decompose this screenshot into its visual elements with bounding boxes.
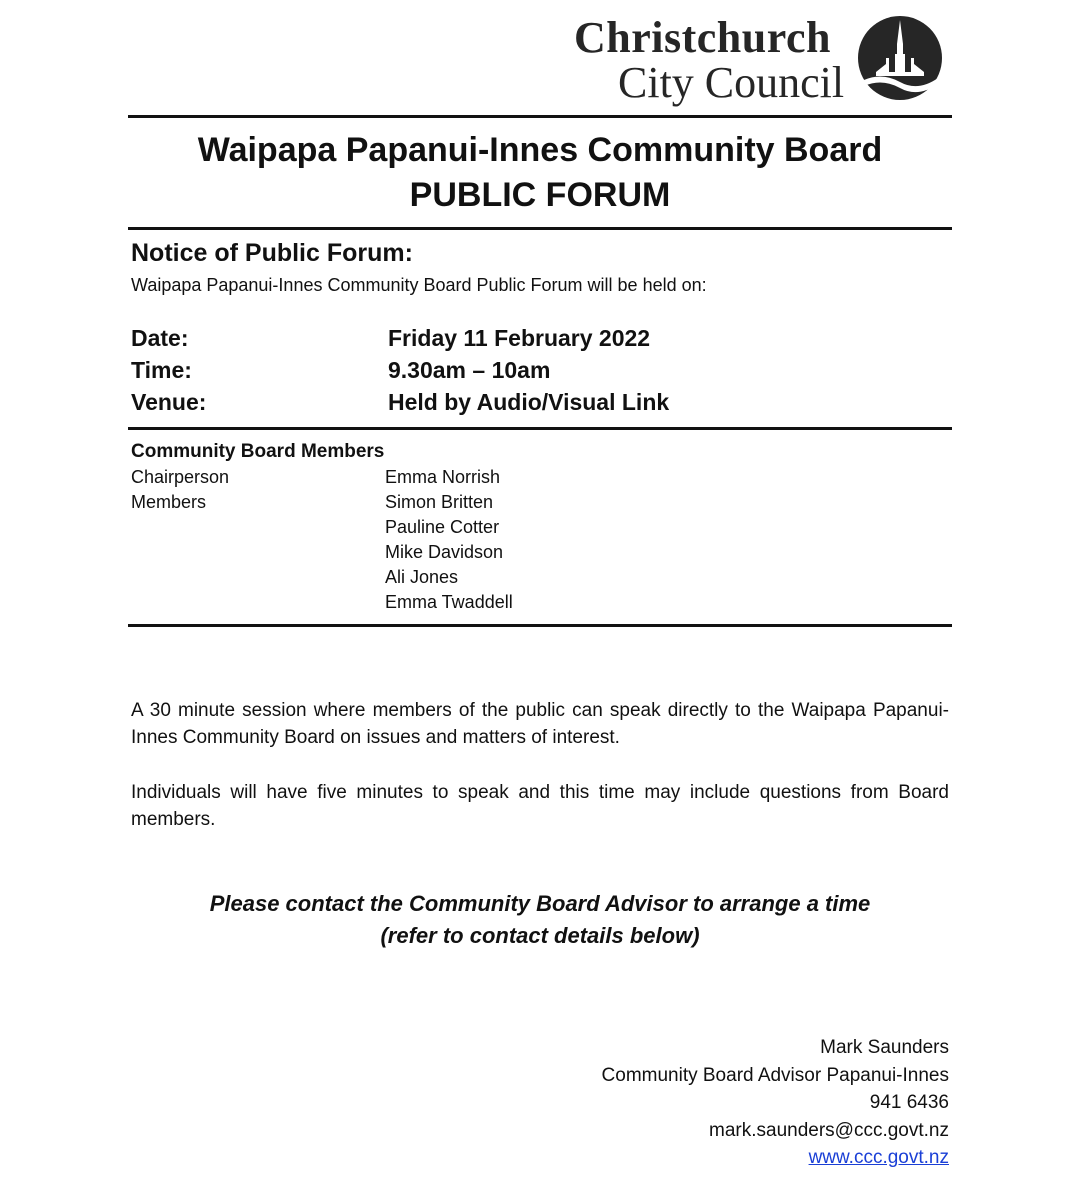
members-label: Members: [131, 492, 207, 512]
member-name: Emma Norrish: [385, 467, 501, 487]
member-name: Pauline Cotter: [385, 517, 500, 537]
time-value: 9.30am – 10am: [388, 357, 551, 383]
contact-email: mark.saunders@ccc.govt.nz: [709, 1120, 949, 1141]
notice-intro: Waipapa Papanui-Innes Community Board Public Forum will be held on:: [131, 275, 707, 295]
contact-phone: 941 6436: [869, 1092, 949, 1113]
contact-role: Community Board Advisor Papanui-Innes: [601, 1065, 949, 1086]
members-rule: [128, 624, 952, 627]
member-name: Ali Jones: [385, 567, 459, 587]
chairperson-label: Chairperson: [131, 467, 230, 487]
date-label: Date:: [131, 325, 189, 351]
website-link[interactable]: www.ccc.govt.nz: [808, 1147, 949, 1168]
member-name: Emma Twaddell: [385, 592, 513, 612]
venue-label: Venue:: [131, 389, 207, 415]
time-label: Time:: [131, 357, 192, 383]
member-name: Simon Britten: [385, 492, 494, 512]
date-value: Friday 11 February 2022: [388, 325, 651, 351]
notice-heading: Notice of Public Forum:: [131, 239, 413, 267]
details-rule: [128, 427, 952, 430]
logo-text-line2: City Council: [618, 58, 845, 107]
contact-callout-line2: (refer to contact details below): [380, 923, 700, 948]
page-subtitle: PUBLIC FORUM: [409, 176, 671, 214]
member-name: Mike Davidson: [385, 542, 504, 562]
board-title: Waipapa Papanui-Innes Community Board: [197, 131, 883, 169]
speaking-time-description: Individuals will have five minutes to speak and this time may include questions from Board members.: [131, 782, 949, 830]
members-heading: Community Board Members: [131, 441, 385, 462]
christchurch-city-council-logo: [568, 12, 950, 108]
cathedral-emblem-icon: [856, 14, 944, 102]
session-description: A 30 minute session where members of the public can speak directly to the Waipapa Papanui-Innes Community Board on issues and matters of interest.: [131, 700, 949, 748]
header-top-rule: [128, 115, 952, 118]
header-bottom-rule: [128, 227, 952, 230]
contact-callout-line1: Please contact the Community Board Advisor to arrange a time: [209, 891, 871, 916]
venue-value: Held by Audio/Visual Link: [388, 389, 670, 415]
contact-name: Mark Saunders: [820, 1037, 949, 1058]
logo-text-line1: Christchurch: [574, 13, 831, 62]
